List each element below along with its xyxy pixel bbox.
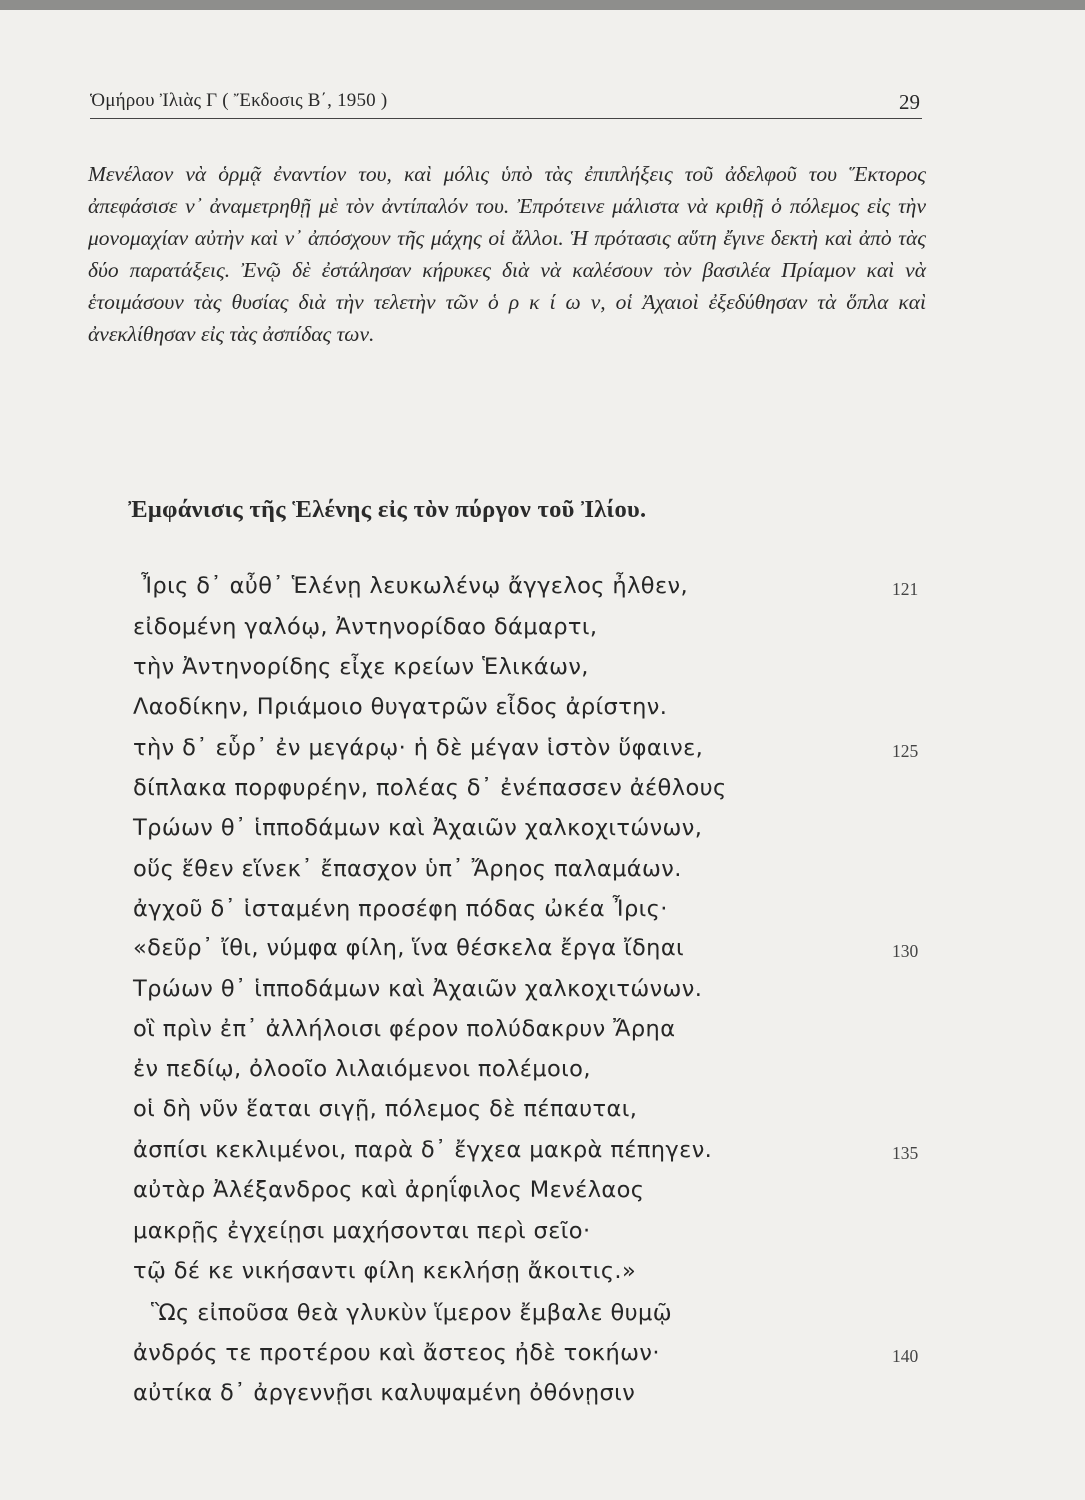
line-number: 130	[892, 941, 919, 961]
line-number: 121	[892, 579, 919, 599]
verse-line: μακρῇς ἐγχείῃσι μαχήσονται περὶ σεῖο·	[133, 1218, 591, 1244]
line-number: 125	[892, 741, 919, 761]
verse-line: οὕς ἕθεν εἵνεκ᾽ ἔπασχον ὑπ᾽ Ἄρηος παλαμάων.	[133, 856, 682, 882]
scan-top-border	[0, 0, 1085, 10]
header-rule	[90, 118, 922, 119]
page-number: 29	[899, 90, 920, 114]
verse-line: Τρώων θ᾽ ἱπποδάμων καὶ Ἀχαιῶν χαλκοχιτώνων,	[133, 815, 703, 841]
summary-paragraph: Μενέλαον νὰ ὁρμᾷ ἐναντίον του, καὶ μόλις ὑπὸ τὰς ἐπιπλήξεις τοῦ ἀδελφοῦ του Ἕκτορος ἀπεφάσισε ν᾽ ἀναμετρηθῇ μὲ τὸν ἀντίπαλόν του. Ἐπρότεινε μάλιστα νὰ κριθῇ ὁ πόλεμος εἰς τὴν μονομαχίαν αὐτὴν καὶ ν᾽ ἀπόσχουν τῆς μάχης οἱ ἄλλοι. Ἡ πρότασις αὕτη ἔγινε δεκτὴ καὶ ἀπὸ τὰς δύο παρατάξεις. Ἐνῷ δὲ ἐστάλησαν κήρυκες διὰ νὰ καλέσουν τὸν βασιλέα Πρίαμον καὶ νὰ ἑτοιμάσουν τὰς θυσίας διὰ τὴν τελετὴν τῶν ὁ ρ κ ί ω ν, οἱ Ἀχαιοὶ ἐξεδύθησαν τὰ ὅπλα καὶ ἀνεκλίθησαν εἰς τὰς ἀσπίδας των.	[88, 162, 926, 346]
verse-line: τὴν δ᾽ εὗρ᾽ ἐν μεγάρῳ· ἡ δὲ μέγαν ἱστὸν ὕφαινε,	[133, 735, 704, 761]
verse-line: οἱ δὴ νῦν ἕαται σιγῇ, πόλεμος δὲ πέπαυται,	[133, 1096, 638, 1122]
verse-line: εἰδομένη γαλόῳ, Ἀντηνορίδαο δάμαρτι,	[133, 614, 598, 640]
verse-line: ἐν πεδίῳ, ὀλοοῖο λιλαιόμενοι πολέμοιο,	[133, 1056, 591, 1082]
verse-line: ἀνδρός τε προτέρου καὶ ἄστεος ἠδὲ τοκήων·	[133, 1340, 660, 1366]
verse-line: Λαοδίκην, Πριάμοιο θυγατρῶν εἶδος ἀρίστην.	[133, 694, 668, 720]
verse-line: Ὣς εἰποῦσα θεὰ γλυκὺν ἵμερον ἔμβαλε θυμῷ	[151, 1300, 673, 1326]
verse-line: Ἶρις δ᾽ αὖθ᾽ Ἑλένῃ λευκωλένῳ ἄγγελος ἦλθεν,	[141, 573, 689, 599]
section-heading: Ἐμφάνισις τῆς Ἑλένης εἰς τὸν πύργον τοῦ Ἰλίου.	[128, 496, 647, 523]
verse-line: οἳ πρὶν ἐπ᾽ ἀλλήλοισι φέρον πολύδακρυν Ἄρηα	[133, 1016, 676, 1042]
verse-line: αὐτὰρ Ἀλέξανδρος καὶ ἀρηΐφιλος Μενέλαος	[133, 1177, 645, 1203]
running-title: Ὁμήρου Ἰλιὰς Γ ( Ἔκδοσις Β΄, 1950 )	[90, 90, 388, 111]
line-number: 140	[892, 1346, 919, 1366]
line-number: 135	[892, 1143, 919, 1163]
verse-line: Τρώων θ᾽ ἱπποδάμων καὶ Ἀχαιῶν χαλκοχιτώνων.	[133, 976, 703, 1002]
verse-line: «δεῦρ᾽ ἴθι, νύμφα φίλη, ἵνα θέσκελα ἔργα ἴδηαι	[133, 935, 685, 961]
verse-line: ἀσπίσι κεκλιμένοι, παρὰ δ᾽ ἔγχεα μακρὰ πέπηγεν.	[133, 1137, 713, 1163]
running-header	[90, 90, 922, 118]
verse-line: δίπλακα πορφυρέην, πολέας δ᾽ ἐνέπασσεν ἀέθλους	[133, 775, 727, 801]
verse-line: ἀγχοῦ δ᾽ ἱσταμένη προσέφη πόδας ὠκέα Ἶρις·	[133, 896, 668, 922]
verse-line: τὴν Ἀντηνορίδης εἶχε κρείων Ἑλικάων,	[133, 654, 589, 680]
verse-line: αὐτίκα δ᾽ ἀργεννῇσι καλυψαμένη ὀθόνῃσιν	[133, 1380, 636, 1406]
verse-line: τῷ δέ κε νικήσαντι φίλη κεκλήσῃ ἄκοιτις.»	[133, 1258, 637, 1284]
